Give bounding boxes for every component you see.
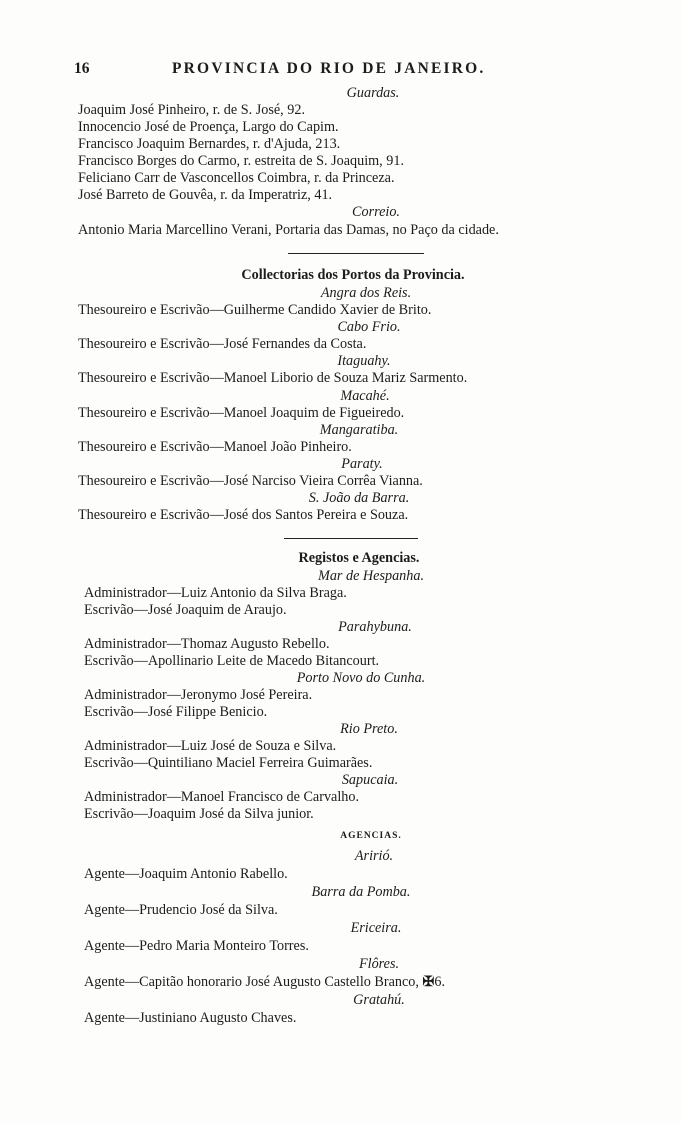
place-heading: Porto Novo do Cunha.: [296, 670, 426, 686]
collectorias-title: Collectorias dos Portos da Provincia.: [241, 267, 465, 283]
agencia-entry: Agente—Prudencio José da Silva.: [84, 902, 278, 918]
collectoria-entry: Thesoureiro e Escrivão—Guilherme Candido Xavier de Brito.: [78, 302, 432, 318]
place-heading: Flôres.: [358, 956, 400, 972]
registo-line: Administrador—Luiz José de Souza e Silva.: [84, 738, 337, 754]
guardas-line: Joaquim José Pinheiro, r. de S. José, 92.: [78, 102, 305, 118]
place-heading: Aririó.: [354, 848, 394, 864]
place-heading: Sapucaia.: [341, 772, 399, 788]
registo-line: Administrador—Luiz Antonio da Silva Braga.: [84, 585, 347, 601]
registo-line: Administrador—Manoel Francisco de Carvalho.: [84, 789, 360, 805]
place-heading: Ericeira.: [350, 920, 402, 936]
collectoria-entry: Thesoureiro e Escrivão—José dos Santos Pereira e Souza.: [78, 507, 409, 523]
agencia-entry: Agente—Justiniano Augusto Chaves.: [84, 1010, 297, 1026]
collectoria-entry: Thesoureiro e Escrivão—José Narciso Vieira Corrêa Vianna.: [78, 473, 423, 489]
place-heading: Angra dos Reis.: [320, 285, 412, 301]
registo-line: Administrador—Jeronymo José Pereira.: [84, 687, 313, 703]
guardas-line: José Barreto de Gouvêa, r. da Imperatriz, 41.: [78, 187, 333, 203]
collectoria-entry: Thesoureiro e Escrivão—Manoel João Pinheiro.: [78, 439, 352, 455]
place-heading: Parahybuna.: [338, 619, 412, 635]
registo-line: Escrivão—Apollinario Leite de Macedo Bitancourt.: [84, 653, 380, 669]
place-heading: Paraty.: [341, 456, 383, 472]
place-heading: Macahé.: [340, 388, 390, 404]
agencia-entry: Agente—Pedro Maria Monteiro Torres.: [84, 938, 309, 954]
guardas-line: Francisco Joaquim Bernardes, r. d'Ajuda, 213.: [78, 136, 341, 152]
guardas-line: Innocencio José de Proença, Largo do Capim.: [78, 119, 339, 135]
section-heading-correio: Correio.: [352, 204, 400, 220]
page-number: 16: [74, 60, 90, 77]
agencia-entry-text: Agente—Capitão honorario José Augusto Castello Branco,: [84, 974, 419, 990]
registo-line: Escrivão—José Joaquim de Araujo.: [84, 602, 287, 618]
place-heading: Itaguahy.: [337, 353, 391, 369]
agencia-entry-suffix: 6.: [434, 974, 446, 990]
registo-line: Escrivão—Joaquim José da Silva junior.: [84, 806, 314, 822]
registo-line: Escrivão—José Filippe Benicio.: [84, 704, 268, 720]
place-heading: Mar de Hespanha.: [318, 568, 424, 584]
agencia-entry: Agente—Joaquim Antonio Rabello.: [84, 866, 288, 882]
registo-line: Escrivão—Quintiliano Maciel Ferreira Guimarães.: [84, 755, 373, 771]
collectoria-entry: Thesoureiro e Escrivão—José Fernandes da Costa.: [78, 336, 367, 352]
place-heading: Cabo Frio.: [337, 319, 401, 335]
order-cross-icon: ✠: [422, 974, 435, 990]
divider-rule: [288, 253, 424, 254]
agencias-title: AGENCIAS.: [340, 831, 402, 841]
running-title: PROVINCIA DO RIO DE JANEIRO.: [172, 60, 486, 77]
divider-rule: [284, 538, 418, 539]
guardas-line: Feliciano Carr de Vasconcellos Coimbra, r. da Princeza.: [78, 170, 395, 186]
place-heading: Mangaratiba.: [319, 422, 399, 438]
place-heading: Rio Preto.: [340, 721, 398, 737]
collectoria-entry: Thesoureiro e Escrivão—Manoel Liborio de Souza Mariz Sarmento.: [78, 370, 468, 386]
collectoria-entry: Thesoureiro e Escrivão—Manoel Joaquim de Figueiredo.: [78, 405, 405, 421]
registo-line: Administrador—Thomaz Augusto Rebello.: [84, 636, 330, 652]
agencia-entry: [84, 974, 445, 991]
place-heading: Barra da Pomba.: [311, 884, 411, 900]
registos-title: Registos e Agencias.: [298, 550, 420, 566]
place-heading: Gratahú.: [353, 992, 405, 1008]
correio-line: Antonio Maria Marcellino Verani, Portaria das Damas, no Paço da cidade.: [78, 222, 499, 238]
place-heading: S. João da Barra.: [308, 490, 410, 506]
section-heading-guardas: Guardas.: [346, 85, 400, 101]
guardas-line: Francisco Borges do Carmo, r. estreita de S. Joaquim, 91.: [78, 153, 404, 169]
